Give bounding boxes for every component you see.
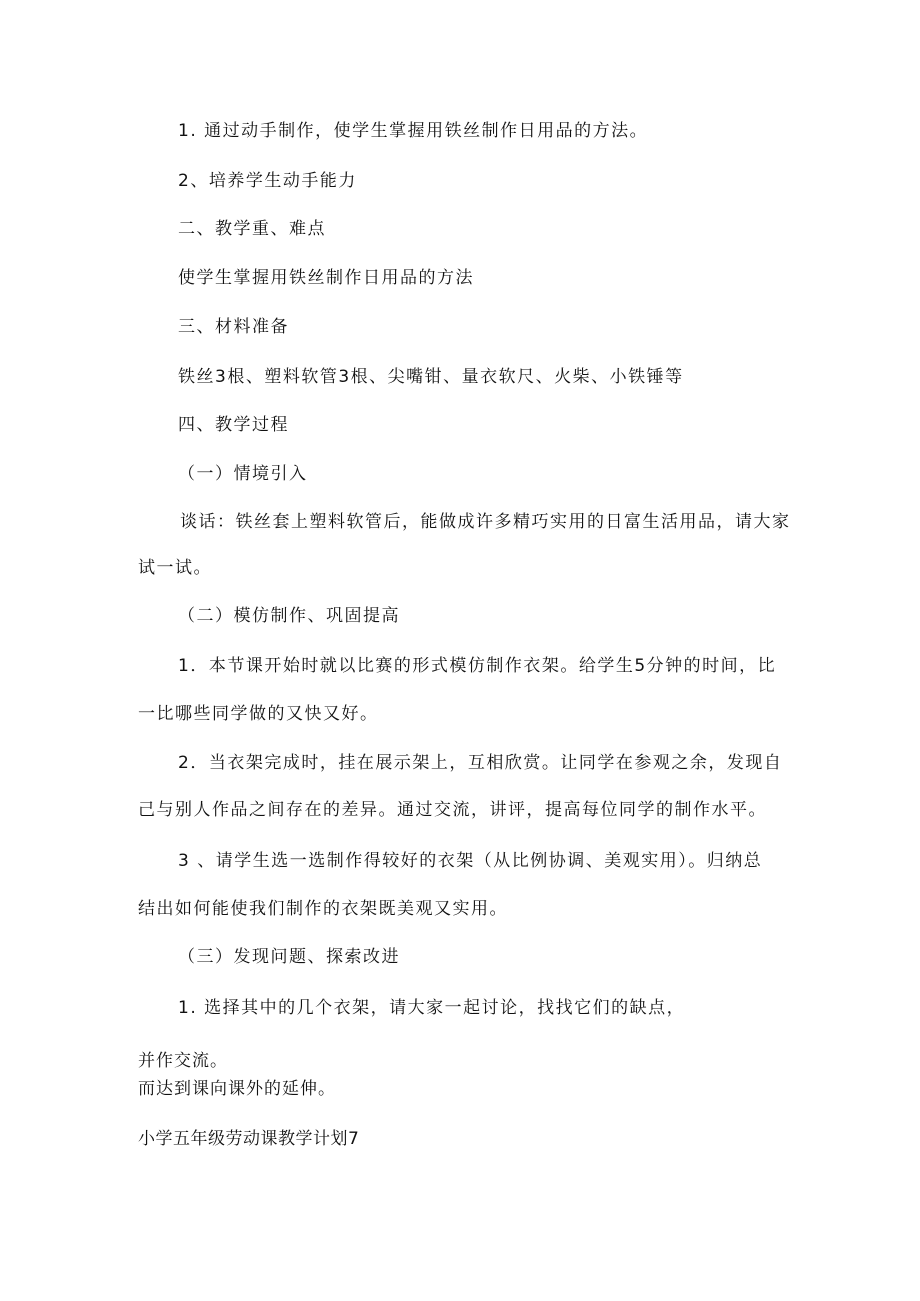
paragraph-line: 1．本节课开始时就以比赛的形式模仿制作衣架。给学生5分钟的时间，比 — [178, 656, 777, 676]
subsection-heading: （一）情境引入 — [178, 464, 308, 484]
paragraph-line: 1. 选择其中的几个衣架，请大家一起讨论，找找它们的缺点， — [178, 998, 686, 1018]
paragraph-line: 结出如何能使我们制作的衣架既美观又实用。 — [138, 899, 508, 919]
paragraph-line: 使学生掌握用铁丝制作日用品的方法 — [178, 268, 474, 288]
subsection-heading: （二）模仿制作、巩固提高 — [178, 606, 400, 626]
paragraph-line: 己与别人作品之间存在的差异。通过交流，讲评，提高每位同学的制作水平。 — [138, 800, 767, 820]
paragraph-line: 并作交流。 — [138, 1051, 228, 1071]
section-heading: 四、教学过程 — [178, 415, 289, 435]
paragraph-line: 2．当衣架完成时，挂在展示架上，互相欣赏。让同学在参观之余，发现自 — [178, 753, 783, 773]
document-title: 小学五年级劳动课教学计划7 — [138, 1129, 360, 1149]
paragraph-line: 而达到课向课外的延伸。 — [138, 1079, 336, 1099]
paragraph-line: 试一试。 — [138, 558, 212, 578]
section-heading: 三、材料准备 — [178, 317, 289, 337]
section-heading: 二、教学重、难点 — [178, 219, 326, 239]
subsection-heading: （三）发现问题、探索改进 — [178, 947, 400, 967]
paragraph-line: 1. 通过动手制作，使学生掌握用铁丝制作日用品的方法。 — [178, 121, 649, 141]
paragraph-line: 3 、请学生选一选制作得较好的衣架（从比例协调、美观实用）。归纳总 — [178, 851, 763, 871]
paragraph-line: 一比哪些同学做的又快又好。 — [138, 704, 379, 724]
paragraph-line: 2、培养学生动手能力 — [178, 171, 357, 191]
paragraph-line: 谈话：铁丝套上塑料软管后，能做成许多精巧实用的日富生活用品，请大家 — [180, 512, 791, 532]
paragraph-line: 铁丝3根、塑料软管3根、尖嘴钳、量衣软尺、火柴、小铁锤等 — [178, 367, 684, 387]
